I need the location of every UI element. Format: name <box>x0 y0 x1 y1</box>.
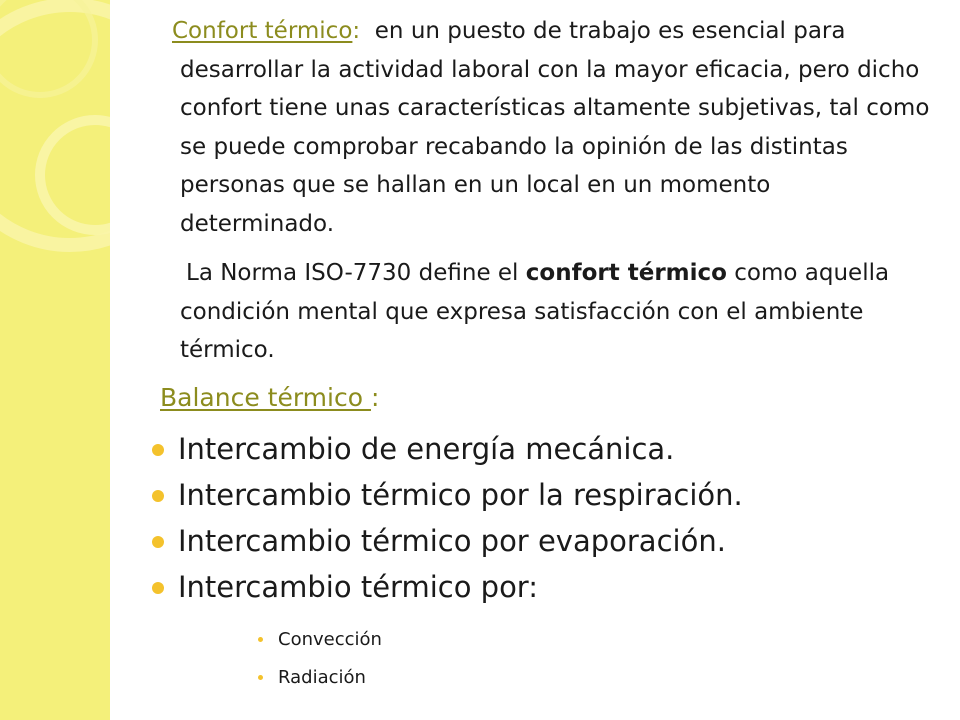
list-item <box>150 568 743 614</box>
sub-bullet-list <box>258 628 382 704</box>
list-item-text: Intercambio de energía mecánica. <box>178 432 675 466</box>
paragraph2-bold: confort térmico <box>525 260 727 286</box>
paragraph-norma <box>180 254 930 370</box>
sub-list-item <box>258 666 382 704</box>
confort-termico-link[interactable]: Confort térmico <box>172 18 353 44</box>
bullet-dot-icon <box>152 536 164 548</box>
list-item-text: Intercambio térmico por: <box>178 570 538 604</box>
paragraph1-colon: : <box>352 18 361 44</box>
list-item <box>150 476 743 522</box>
list-item-text: Intercambio térmico por la respiración. <box>178 478 743 512</box>
bullet-list <box>150 430 743 614</box>
balance-heading <box>160 380 379 416</box>
sub-bullet-dot-icon <box>258 637 263 642</box>
sub-list-item <box>258 628 382 666</box>
bullet-dot-icon <box>152 490 164 502</box>
balance-colon: : <box>370 383 380 412</box>
paragraph-confort <box>172 12 937 243</box>
list-item-text: Intercambio térmico por evaporación. <box>178 524 726 558</box>
sub-bullet-dot-icon <box>258 675 263 680</box>
paragraph1-body: en un puesto de trabajo es esencial para desarrollar la actividad laboral con la mayor eficacia, pero dicho confort tiene unas características altamente subjetivas, tal como se puede comprobar recabando la opinión de las distintas personas que se hallan en un local en un momento determinado. <box>180 18 937 237</box>
paragraph2-before: La Norma ISO-7730 define el <box>186 260 526 286</box>
sub-list-item-text: Radiación <box>278 667 366 688</box>
bullet-dot-icon <box>152 444 164 456</box>
sub-list-item-text: Convección <box>278 629 382 650</box>
bullet-dot-icon <box>152 582 164 594</box>
list-item <box>150 522 743 568</box>
list-item <box>150 430 743 476</box>
balance-termico-link[interactable]: Balance térmico <box>160 383 371 412</box>
paragraph2-after: como aquella condición mental que expresa satisfacción con el ambiente térmico. <box>180 260 897 363</box>
